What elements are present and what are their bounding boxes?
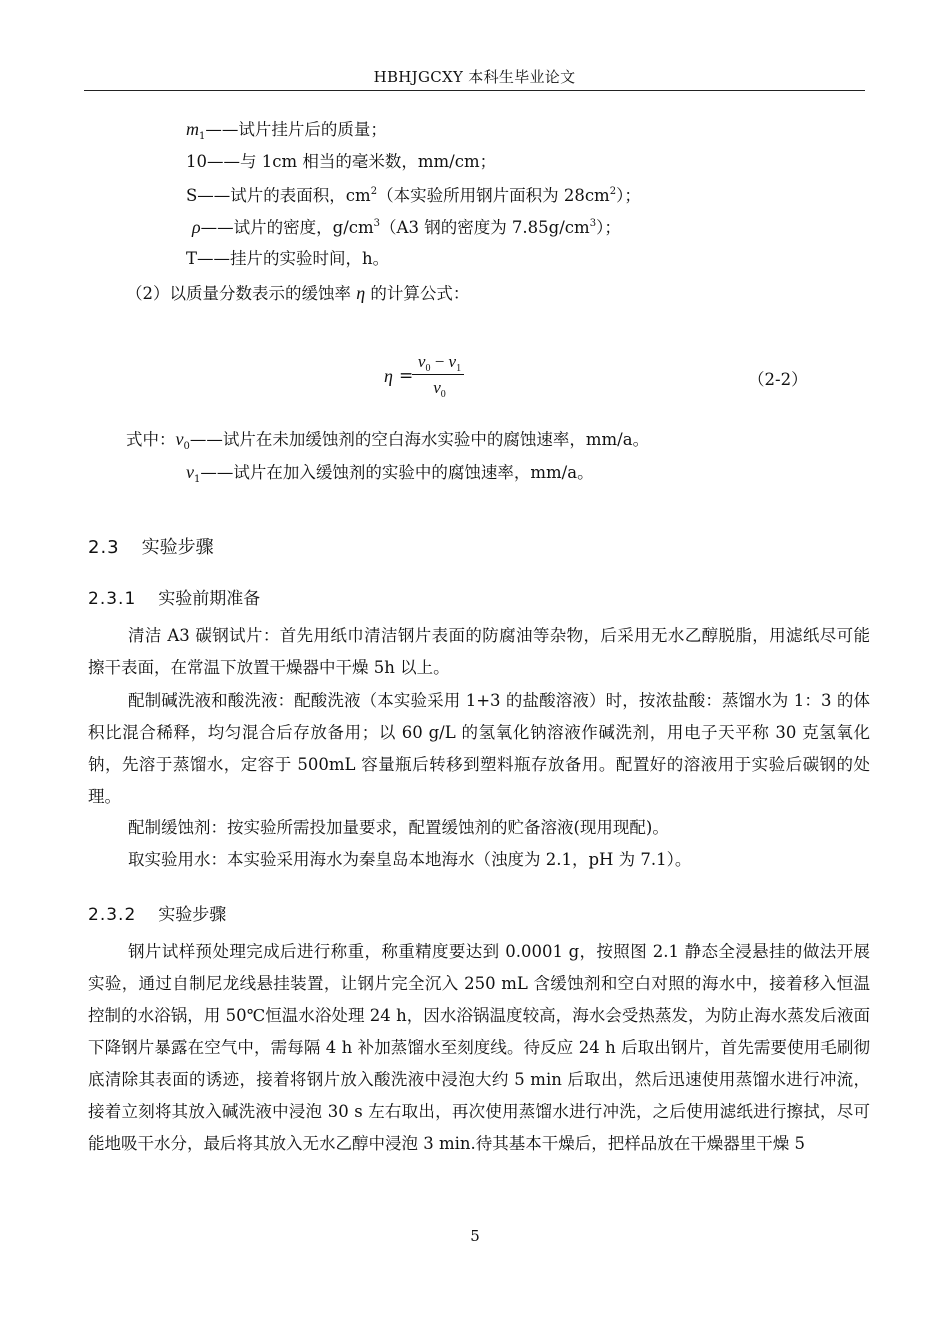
formula-lhs: η: [384, 366, 393, 386]
minus-sign: −: [430, 352, 449, 371]
denominator-v0: v: [433, 378, 441, 397]
paragraph-procedure: 钢片试样预处理完成后进行称重，称重精度要达到 0.0001 g，按照图 2.1 静态全浸悬挂的做法开展实验，通过自制尼龙线悬挂装置，让钢片完全沉入 250 mL 含缓蚀剂和空白对照的海水中，接着移入恒温控制的水浴锅，用 50℃恒温水浴处理 24 h，因水浴锅温度较高，海水会受热蒸发，为防止海水蒸发后液面下降钢片暴露在空气中，需每隔 4 h 补加蒸馏水至刻度线。待反应 24 h 后取出钢片，首先需要使用毛刷彻底清除其表面的诱迹，接着将钢片放入酸洗液中浸泡大约 5 min 后取出，然后迅速使用蒸馏水进行冲流，接着立刻将其放入碱洗液中浸泡 30 s 左右取出，再次使用蒸馏水进行冲洗，之后使用滤纸进行擦拭，尽可能地吸干水分，最后将其放入无水乙醇中浸泡 3 min.待其基本干燥后，把样品放在干燥器里干燥 5: [88, 942, 870, 1153]
definition-text: S——试片的表面积，cm: [186, 186, 371, 205]
where-text: ——试片在未加缓蚀剂的空白海水实验中的腐蚀速率，mm/a。: [189, 430, 650, 449]
symbol-eta: η: [356, 283, 366, 303]
paragraph-prepare-inhibitor: 配制缓蚀剂：按实验所需投加量要求，配置缓蚀剂的贮备溶液(现用现配)。: [128, 818, 669, 837]
fraction-bar: [412, 374, 464, 375]
definition-10: [186, 154, 496, 171]
where-text: ——试片在加入缓蚀剂的实验中的腐蚀速率，mm/a。: [200, 463, 594, 482]
formula-equals: =: [399, 366, 414, 386]
numerator-v0: v: [417, 352, 426, 371]
definition-text: ——试片挂片后的质量；: [205, 120, 387, 139]
definition-text: T——挂片的实验时间，h。: [186, 249, 390, 268]
section-heading-2-3-2: [88, 900, 226, 925]
section-number: 2.3.1: [88, 589, 137, 609]
section-title: 实验步骤: [158, 905, 227, 925]
subscript: 0: [425, 363, 431, 374]
page-number: 5: [470, 1227, 480, 1245]
paragraph-clean-steel: 清洁 A3 碳钢试片：首先用纸巾清洁钢片表面的防腐油等杂物，后采用无水乙醇脱脂，用滤纸尽可能擦干表面，在常温下放置干燥器中干燥 5h 以上。: [88, 626, 870, 677]
section-number: 2.3: [88, 537, 120, 558]
definition-text: ）；: [596, 218, 621, 237]
symbol-v: v: [186, 462, 194, 482]
superscript: 2: [609, 186, 617, 197]
definition-s: [186, 187, 641, 205]
header-rule: [84, 90, 865, 91]
definition-rho: [192, 218, 621, 237]
formula-2-2: [384, 352, 474, 402]
definition-text: （本实验所用钢片面积为 28cm: [377, 186, 610, 205]
section-title: 实验步骤: [141, 537, 214, 558]
formula-intro: [126, 284, 469, 303]
definition-t: [186, 251, 389, 268]
superscript: 3: [373, 218, 381, 229]
equation-number: （2-2）: [748, 370, 808, 389]
definition-text: 10——与 1cm 相当的毫米数，mm/cm；: [186, 152, 497, 171]
definition-text: ——试片的密度，g/cm: [200, 218, 374, 237]
where-v1: [186, 463, 594, 485]
paragraph-prepare-solutions: 配制碱洗液和酸洗液：配酸洗液（本实验采用 1+3 的盐酸溶液）时，按浓盐酸：蒸馏水为 1：3 的体积比混合稀释，均匀混合后存放备用；以 60 g/L 的氢氧化钠溶液作碱洗剂，用电子天平称 30 克氢氧化钠，先溶于蒸馏水，定容于 500mL 容量瓶后转移到塑料瓶存放备用。配置好的溶液用于实验后碳钢的处理。: [88, 691, 870, 806]
paragraph-water: 取实验用水：本实验采用海水为秦皇岛本地海水（浊度为 2.1，pH 为 7.1）。: [128, 850, 692, 869]
formula-denominator: [412, 378, 467, 400]
intro-text: （2）以质量分数表示的缓蚀率: [126, 284, 357, 303]
subscript: 0: [183, 441, 190, 452]
intro-text: 的计算公式：: [365, 284, 470, 303]
formula-numerator: [412, 352, 467, 374]
symbol-m: m: [186, 119, 199, 139]
section-heading-2-3: [88, 533, 214, 559]
superscript: 2: [370, 186, 378, 197]
section-number: 2.3.2: [88, 905, 137, 925]
where-prefix: 式中：: [126, 430, 176, 449]
subscript: 1: [199, 131, 206, 142]
where-v0: [126, 430, 649, 452]
definition-text: （A3 钢的密度为 7.85g/cm: [380, 218, 590, 237]
section-heading-2-3-1: [88, 584, 260, 609]
section-title: 实验前期准备: [158, 589, 261, 609]
numerator-v1: v: [448, 352, 457, 371]
definition-text: ）；: [616, 186, 641, 205]
subscript: 1: [456, 363, 462, 374]
symbol-rho: ρ: [192, 217, 201, 237]
subscript: 0: [440, 389, 446, 400]
subscript: 1: [194, 474, 201, 485]
running-header: HBHJGCXY 本科生毕业论文: [373, 68, 576, 86]
superscript: 3: [589, 218, 597, 229]
symbol-v: v: [175, 429, 184, 449]
definition-m1: [186, 120, 387, 142]
